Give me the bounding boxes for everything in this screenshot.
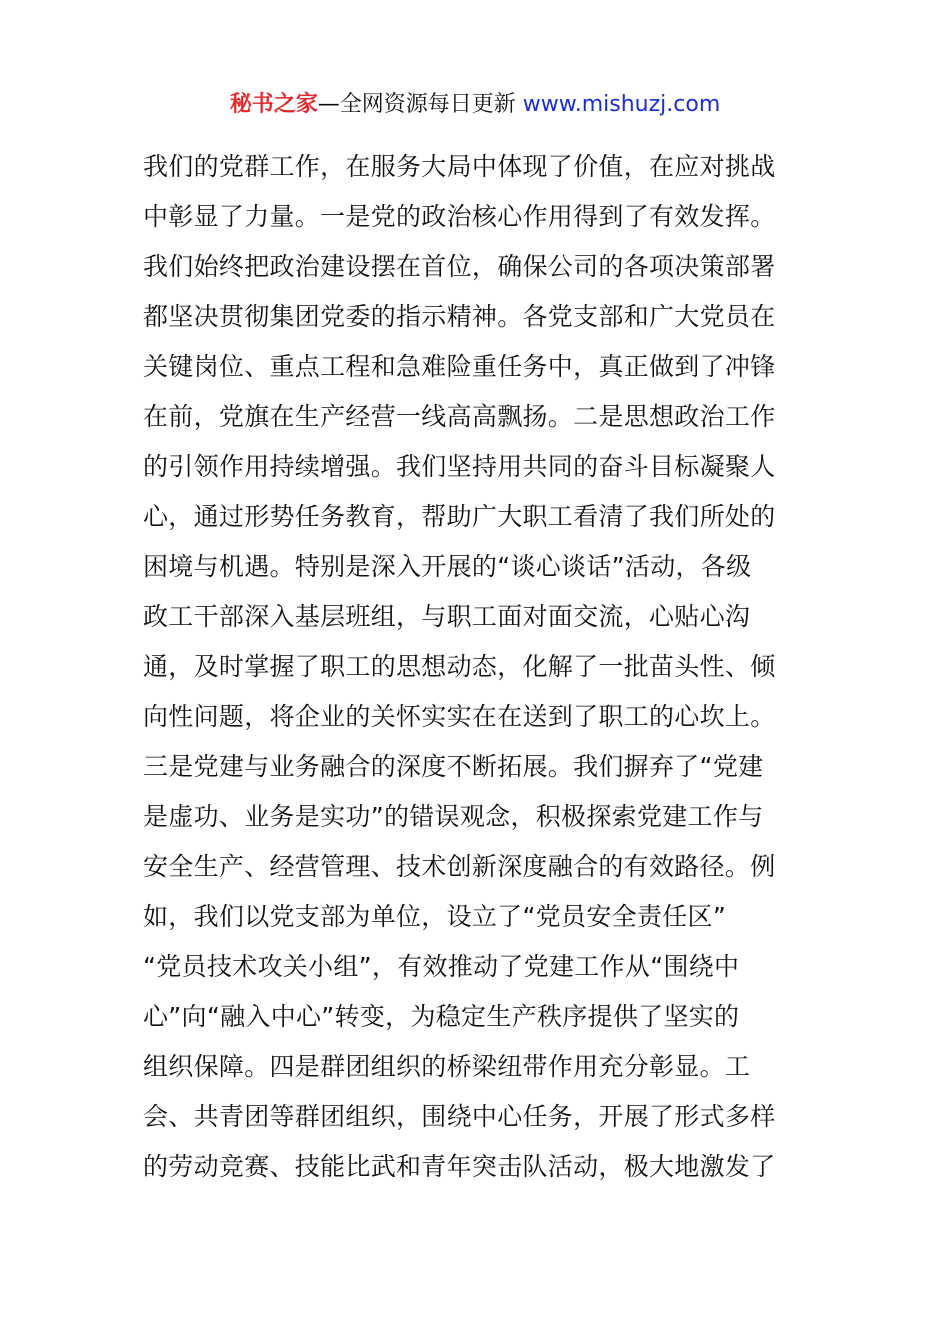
text-line: 三是党建与业务融合的深度不断拓展。我们摒弃了“党建 (143, 752, 764, 781)
text-line: 我们的党群工作，在服务大局中体现了价值，在应对挑战 (143, 152, 776, 181)
text-line: 向性问题，将企业的关怀实实在在送到了职工的心坎上。 (143, 702, 776, 731)
text-line: 通，及时掌握了职工的思想动态，化解了一批苗头性、倾 (143, 652, 776, 681)
text-line: 都坚决贯彻集团党委的指示精神。各党支部和广大党员在 (143, 302, 776, 331)
text-line: 在前，党旗在生产经营一线高高飘扬。二是思想政治工作 (143, 402, 776, 431)
text-line: 困境与机遇。特别是深入开展的“谈心谈话”活动，各级 (143, 552, 752, 581)
text-line: 心”向“融入中心”转变，为稳定生产秩序提供了坚实的 (143, 1002, 740, 1031)
text-line: 会、共青团等群团组织，围绕中心任务，开展了形式多样 (143, 1102, 776, 1131)
text-line: 关键岗位、重点工程和急难险重任务中，真正做到了冲锋 (143, 352, 776, 381)
text-line: 安全生产、经营管理、技术创新深度融合的有效路径。例 (143, 852, 776, 881)
document-body (143, 142, 813, 1192)
text-line: 政工干部深入基层班组，与职工面对面交流，心贴心沟 (143, 602, 751, 631)
header-tagline: —全网资源每日更新 (317, 92, 516, 117)
text-line: “党员技术攻关小组”，有效推动了党建工作从“围绕中 (143, 952, 740, 981)
text-line: 我们始终把政治建设摆在首位，确保公司的各项决策部署 (143, 252, 776, 281)
text-line: 如，我们以党支部为单位，设立了“党员安全责任区” (143, 902, 727, 931)
site-url-link[interactable]: www.mishuzj.com (522, 92, 721, 117)
brand-name: 秘书之家 (229, 92, 318, 117)
text-line: 中彰显了力量。一是党的政治核心作用得到了有效发挥。 (143, 202, 776, 231)
text-line: 的引领作用持续增强。我们坚持用共同的奋斗目标凝聚人 (143, 452, 776, 481)
text-line: 的劳动竞赛、技能比武和青年突击队活动，极大地激发了 (143, 1152, 776, 1181)
text-line: 组织保障。四是群团组织的桥梁纽带作用充分彰显。工 (143, 1052, 751, 1081)
text-line: 心，通过形势任务教育，帮助广大职工看清了我们所处的 (143, 502, 776, 531)
site-header (0, 88, 950, 122)
text-line: 是虚功、业务是实功”的错误观念，积极探索党建工作与 (143, 802, 764, 831)
